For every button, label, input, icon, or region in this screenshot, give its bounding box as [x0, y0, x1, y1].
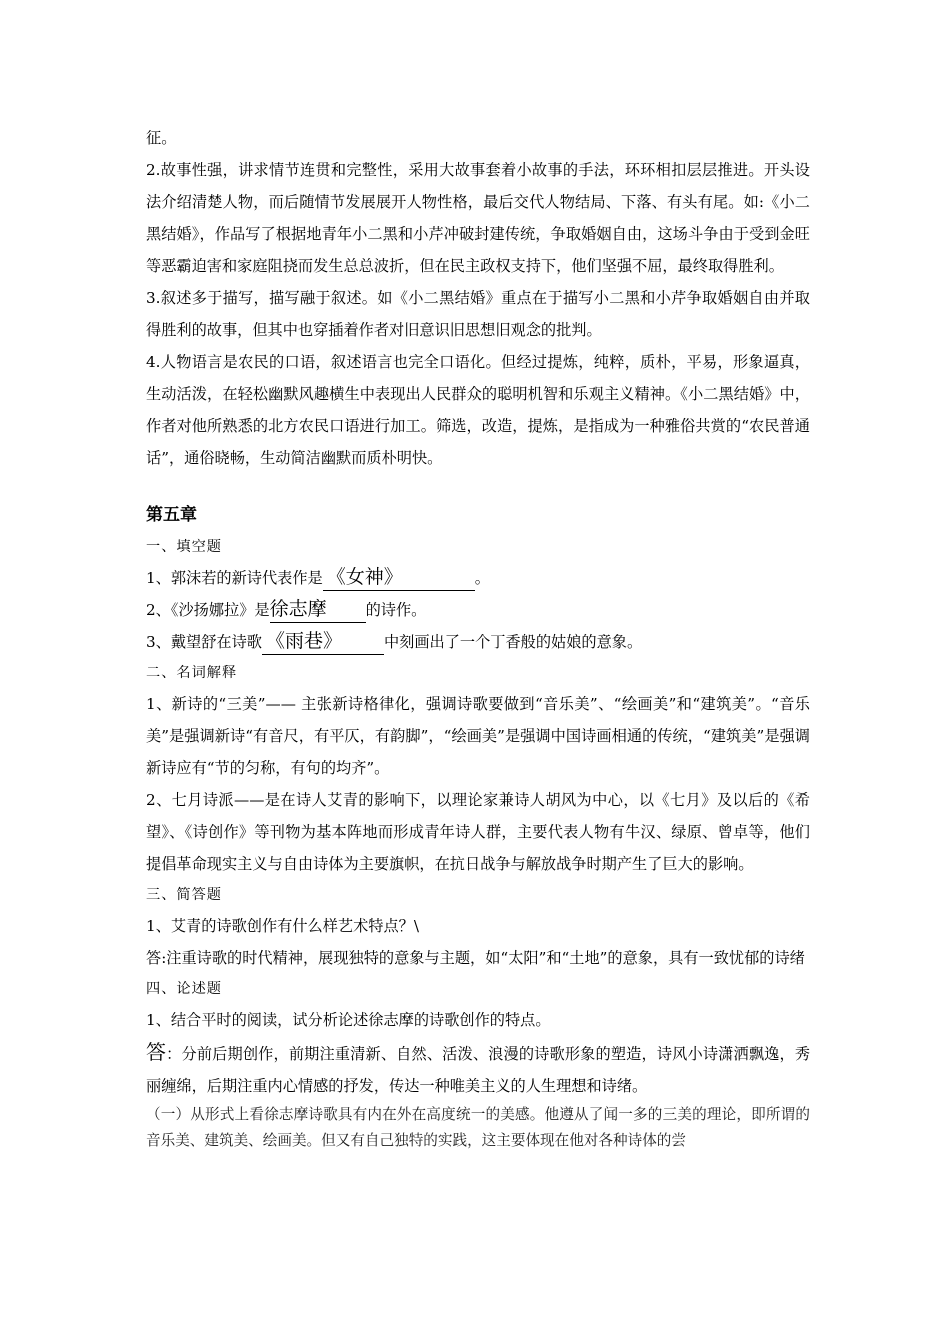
paragraph-point-2: 2.故事性强，讲求情节连贯和完整性，采用大故事套着小故事的手法，环环相扣层层推进。开头设法介绍清楚人物，而后随情节发展展开人物性格，最后交代人物结局、下落、有头有尾。如:《小二黑结婚》，作品写了根据地青年小二黑和小芹冲破封建传统，争取婚姻自由，这场斗争由于受到金旺等恶霸迫害和家庭阻挠而发生总总波折，但在民主政权支持下，他们坚强不屈，最终取得胜利。	[146, 161, 810, 275]
question-text: 2、《沙扬娜拉》是	[146, 601, 270, 619]
answer-blank: 《女神》	[323, 564, 475, 591]
essay-answer	[146, 1036, 810, 1102]
question-text: 中刻画出了一个丁香般的姑娘的意象。	[383, 633, 643, 651]
essay-point-1: （一）从形式上看徐志摩诗歌具有内在外在高度统一的美感。他遵从了闻一多的三美的理论，即所谓的音乐美、建筑美、绘画美。但又有自己独特的实践，这主要体现在他对各种诗体的尝	[146, 1106, 810, 1149]
short-answer: 答:注重诗歌的时代精神，展现独特的意象与主题，如“太阳”和“土地”的意象，具有一致忧郁的诗绪	[146, 949, 805, 967]
term-definition-2: 2、七月诗派——是在诗人艾青的影响下，以理论家兼诗人胡风为中心，以《七月》及以后的《希望》、《诗创作》等刊物为基本阵地而形成青年诗人群，主要代表人物有牛汉、绿原、曾卓等，他们提倡革命现实主义与自由诗体为主要旗帜，在抗日战争与解放战争时期产生了巨大的影响。	[146, 791, 810, 873]
question-text: 1、郭沫若的新诗代表作是	[146, 569, 323, 587]
section-short-answer-title: 三、简答题	[146, 887, 222, 903]
short-question: 1、艾青的诗歌创作有什么样艺术特点？\	[146, 917, 419, 935]
document-page	[146, 122, 810, 1154]
chapter-title: 第五章	[146, 505, 197, 525]
section-fill-in-title: 一、填空题	[146, 539, 222, 555]
question-text: 3、戴望舒在诗歌	[146, 633, 262, 651]
section-terms-title: 二、名词解释	[146, 665, 238, 681]
paragraph-point-3: 3.叙述多于描写，描写融于叙述。如《小二黑结婚》重点在于描写小二黑和小芹争取婚姻自由并取得胜利的故事，但其中也穿插着作者对旧意识旧思想旧观念的批判。	[146, 289, 810, 339]
question-text: 的诗作。	[365, 601, 427, 619]
fill-question-2	[146, 594, 810, 626]
fill-question-1	[146, 562, 810, 594]
answer-blank: 《雨巷》	[262, 628, 384, 655]
essay-question: 1、结合平时的阅读，试分析论述徐志摩的诗歌创作的特点。	[146, 1011, 551, 1029]
paragraph-continuation: 征。	[146, 129, 177, 147]
answer-text: 分前后期创作，前期注重清新、自然、活泼、浪漫的诗歌形象的塑造，诗风小诗潇洒飘逸，秀丽缠绵，后期注重内心情感的抒发，传达一种唯美主义的人生理想和诗绪。	[146, 1045, 811, 1095]
section-essay-title: 四、论述题	[146, 981, 222, 997]
answer-colon: ：	[166, 1045, 182, 1063]
fill-question-3	[146, 626, 810, 658]
term-definition-1: 1、新诗的“三美”—— 主张新诗格律化，强调诗歌要做到“音乐美”、“绘画美”和“建筑美”。“音乐美”是强调新诗“有音尺，有平仄，有韵脚”，“绘画美”是强调中国诗画相通的传统，“建筑美”是强调新诗应有“节的匀称，有句的均齐”。	[146, 695, 810, 777]
answer-label: 答	[146, 1040, 167, 1064]
question-text: 。	[474, 569, 490, 587]
paragraph-point-4: 4.人物语言是农民的口语，叙述语言也完全口语化。但经过提炼，纯粹，质朴，平易，形象逼真，生动活泼，在轻松幽默风趣横生中表现出人民群众的聪明机智和乐观主义精神。《小二黑结婚》中，作者对他所熟悉的北方农民口语进行加工。筛选，改造，提炼，是指成为一种雅俗共赏的“农民普通话”，通俗晓畅，生动简洁幽默而质朴明快。	[146, 353, 810, 467]
answer-blank: 徐志摩	[270, 596, 366, 623]
